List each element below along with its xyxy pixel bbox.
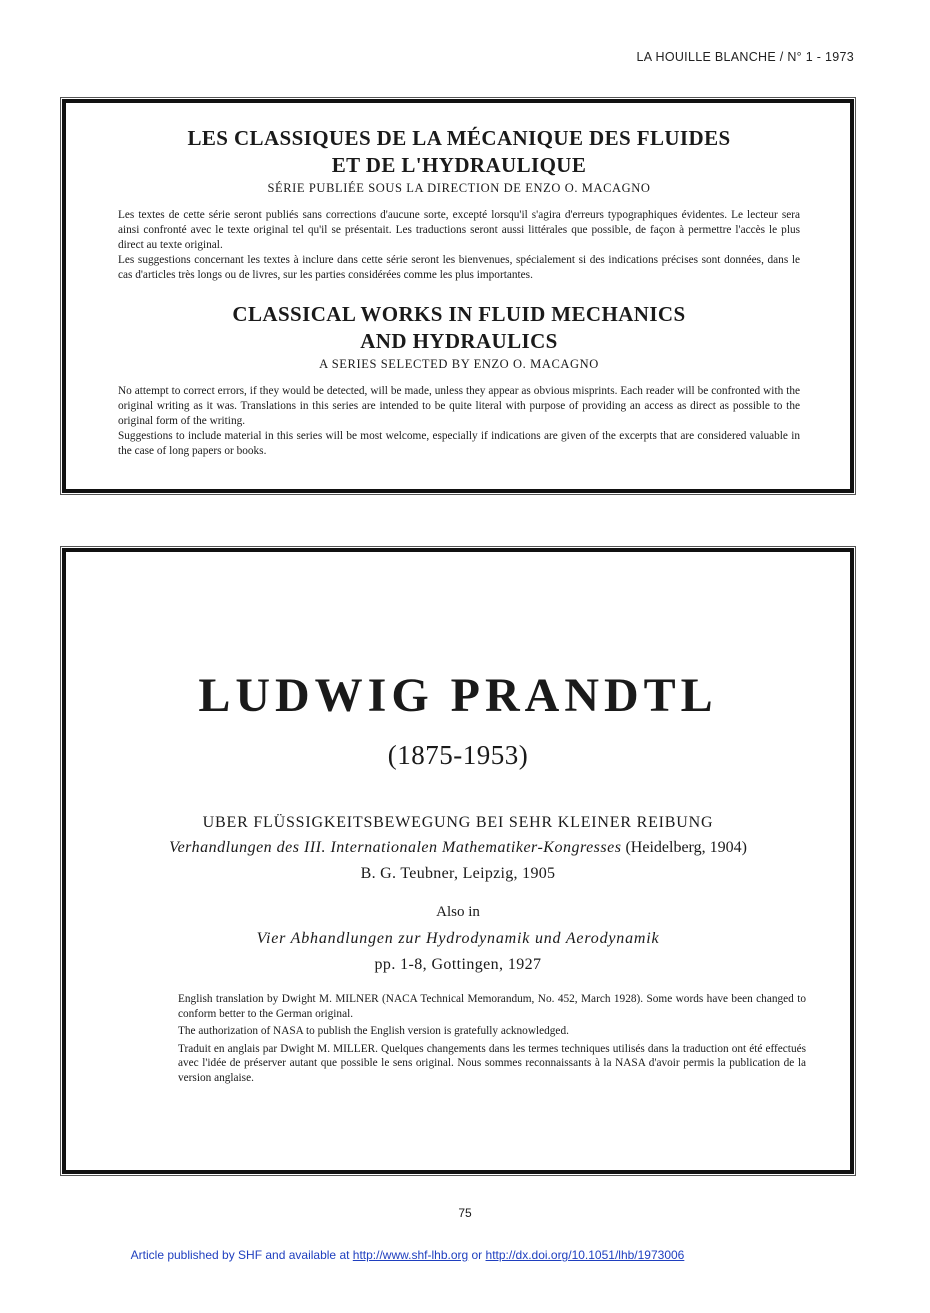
series-title-fr-line2: ET DE L'HYDRAULIQUE bbox=[331, 153, 587, 177]
journal-place: (Heidelberg, 1904) bbox=[625, 839, 747, 856]
reprint-title: Vier Abhandlungen zur Hydrodynamik und Aerodynamik bbox=[256, 930, 660, 947]
translation-note-fr: Traduit en anglais par Dwight M. MILLER. Quelques changements dans les termes techniques utilisés dans la traduction ont été effectués avec l'idée de préserver autant que possible le sens original. Nous sommes reconnaissants à la NASA d'avoir permis la publication de la version anglaise. bbox=[178, 1042, 806, 1084]
page-number: 75 bbox=[458, 1206, 472, 1220]
publisher: B. G. Teubner, Leipzig, 1905 bbox=[360, 865, 556, 882]
series-title-en-line2: AND HYDRAULICS bbox=[360, 329, 558, 353]
footer-prefix: Article published by SHF and available at bbox=[130, 1248, 353, 1262]
series-paragraph-en-1: No attempt to correct errors, if they would be detected, will be made, unless they appear as obvious misprints. Each reader will be confronted with the original writing as it was. Translations in this series are intended to be quite literal with purpose of providing an access as direct as possible to the original form of the writing. bbox=[118, 385, 800, 427]
series-paragraph-fr-2: Les suggestions concernant les textes à inclure dans cette série seront les bienvenues, spécialement si des indications précises sont données, dans le cas d'articles très longs ou de livres, sur les parties considérées comme les plus importantes. bbox=[118, 254, 800, 281]
journal-name: Verhandlungen des III. Internationalen Mathematiker-Kongresses bbox=[169, 839, 622, 856]
article-title-box bbox=[62, 548, 854, 1174]
series-subtitle-fr: SÉRIE PUBLIÉE SOUS LA DIRECTION DE ENZO O. MACAGNO bbox=[267, 181, 651, 195]
also-in-label: Also in bbox=[436, 904, 480, 920]
series-paragraph-fr-1: Les textes de cette série seront publiés sans corrections d'aucune sorte, excepté lorsqu'il s'agira d'erreurs typographiques évidentes. Le lecteur sera ainsi confronté avec le texte original tel qu'il se présentait. Les traductions seront aussi littérales que possible, de façon à permettre l'accès le plus direct au texte original. bbox=[118, 209, 800, 251]
article-original-title: UBER FLÜSSIGKEITSBEWEGUNG BEI SEHR KLEINER REIBUNG bbox=[202, 814, 714, 831]
footer-link-shf[interactable]: http://www.shf-lhb.org bbox=[352, 1248, 469, 1262]
running-header: LA HOUILLE BLANCHE / N° 1 - 1973 bbox=[636, 50, 854, 64]
translation-notes bbox=[178, 992, 806, 1088]
footer-middle: or bbox=[468, 1248, 486, 1262]
translation-note-en: English translation by Dwight M. MILNER (NACA Technical Memorandum, No. 452, March 1928). Some words have been changed to conform better to the German original. bbox=[178, 993, 806, 1020]
publication-footer bbox=[0, 1248, 815, 1262]
translation-note-en-2: The authorization of NASA to publish the English version is gratefully acknowledged. bbox=[178, 1025, 569, 1037]
author-name: LUDWIG PRANDTL bbox=[198, 669, 718, 722]
series-notice-box bbox=[62, 99, 854, 493]
author-dates: (1875-1953) bbox=[387, 740, 529, 770]
reprint-pages: pp. 1-8, Gottingen, 1927 bbox=[374, 956, 542, 973]
footer-link-doi[interactable]: http://dx.doi.org/10.1051/lhb/1973006 bbox=[485, 1248, 685, 1262]
journal-citation bbox=[66, 839, 850, 857]
series-paragraph-en-2: Suggestions to include material in this series will be most welcome, especially if indications are given of the excerpts that are considered valuable in the case of long papers or books. bbox=[118, 430, 800, 457]
series-title-en-line1: CLASSICAL WORKS IN FLUID MECHANICS bbox=[232, 302, 686, 326]
series-title-fr-line1: LES CLASSIQUES DE LA MÉCANIQUE DES FLUIDES bbox=[187, 126, 731, 150]
series-subtitle-en: A SERIES SELECTED BY ENZO O. MACAGNO bbox=[319, 357, 599, 371]
